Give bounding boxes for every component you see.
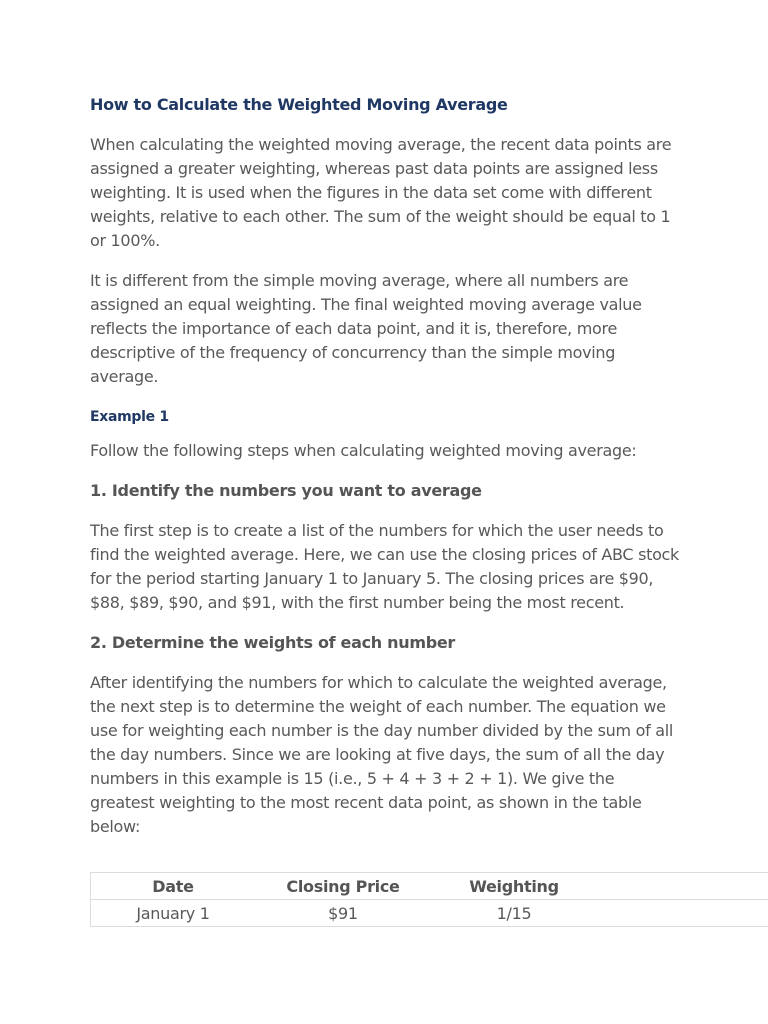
- weighting-table-container: [90, 872, 768, 927]
- step-1-heading: 1. Identify the numbers you want to average: [90, 481, 482, 500]
- weighting-table: [90, 872, 768, 927]
- column-header-empty: [597, 873, 768, 900]
- column-header-closing-price: Closing Price: [255, 873, 431, 900]
- cell-weighting: 1/15: [431, 900, 597, 927]
- paragraph-comparison: It is different from the simple moving average, where all numbers are assigned an equal weighting. The final weighted moving average value reflects the importance of each data point, and it is, therefore, more descriptive of the frequency of concurrency than the simple moving average.: [90, 271, 642, 386]
- paragraph-steps-intro: Follow the following steps when calculating weighted moving average:: [90, 441, 637, 460]
- cell-empty: [597, 900, 768, 927]
- step-2-heading: 2. Determine the weights of each number: [90, 633, 456, 652]
- article-body: [90, 93, 680, 855]
- paragraph-intro: When calculating the weighted moving average, the recent data points are assigned a greater weighting, whereas past data points are assigned less weighting. It is used when the figures in the data set come with different weights, relative to each other. The sum of the weight should be equal to 1 or 100%.: [90, 135, 672, 250]
- table-header-row: [91, 873, 768, 900]
- cell-date: January 1: [91, 900, 256, 927]
- paragraph-step-1: The first step is to create a list of the numbers for which the user needs to find the weighted average. Here, we can use the closing prices of ABC stock for the period starting January 1 to January 5. The closing prices are $90, $88, $89, $90, and $91, with the first number being the most recent.: [90, 521, 680, 612]
- table-row: [91, 900, 768, 927]
- article-heading: How to Calculate the Weighted Moving Average: [90, 95, 508, 114]
- column-header-weighting: Weighting: [431, 873, 597, 900]
- column-header-date: Date: [91, 873, 256, 900]
- cell-closing-price: $91: [255, 900, 431, 927]
- example-heading: Example 1: [90, 409, 169, 425]
- paragraph-step-2: After identifying the numbers for which to calculate the weighted average, the next step is to determine the weight of each number. The equation we use for weighting each number is the day number divided by the sum of all the day numbers. Since we are looking at five days, the sum of all the day numbers in this example is 15 (i.e., 5 + 4 + 3 + 2 + 1). We give the greatest weighting to the most recent data point, as shown in the table below:: [90, 673, 673, 836]
